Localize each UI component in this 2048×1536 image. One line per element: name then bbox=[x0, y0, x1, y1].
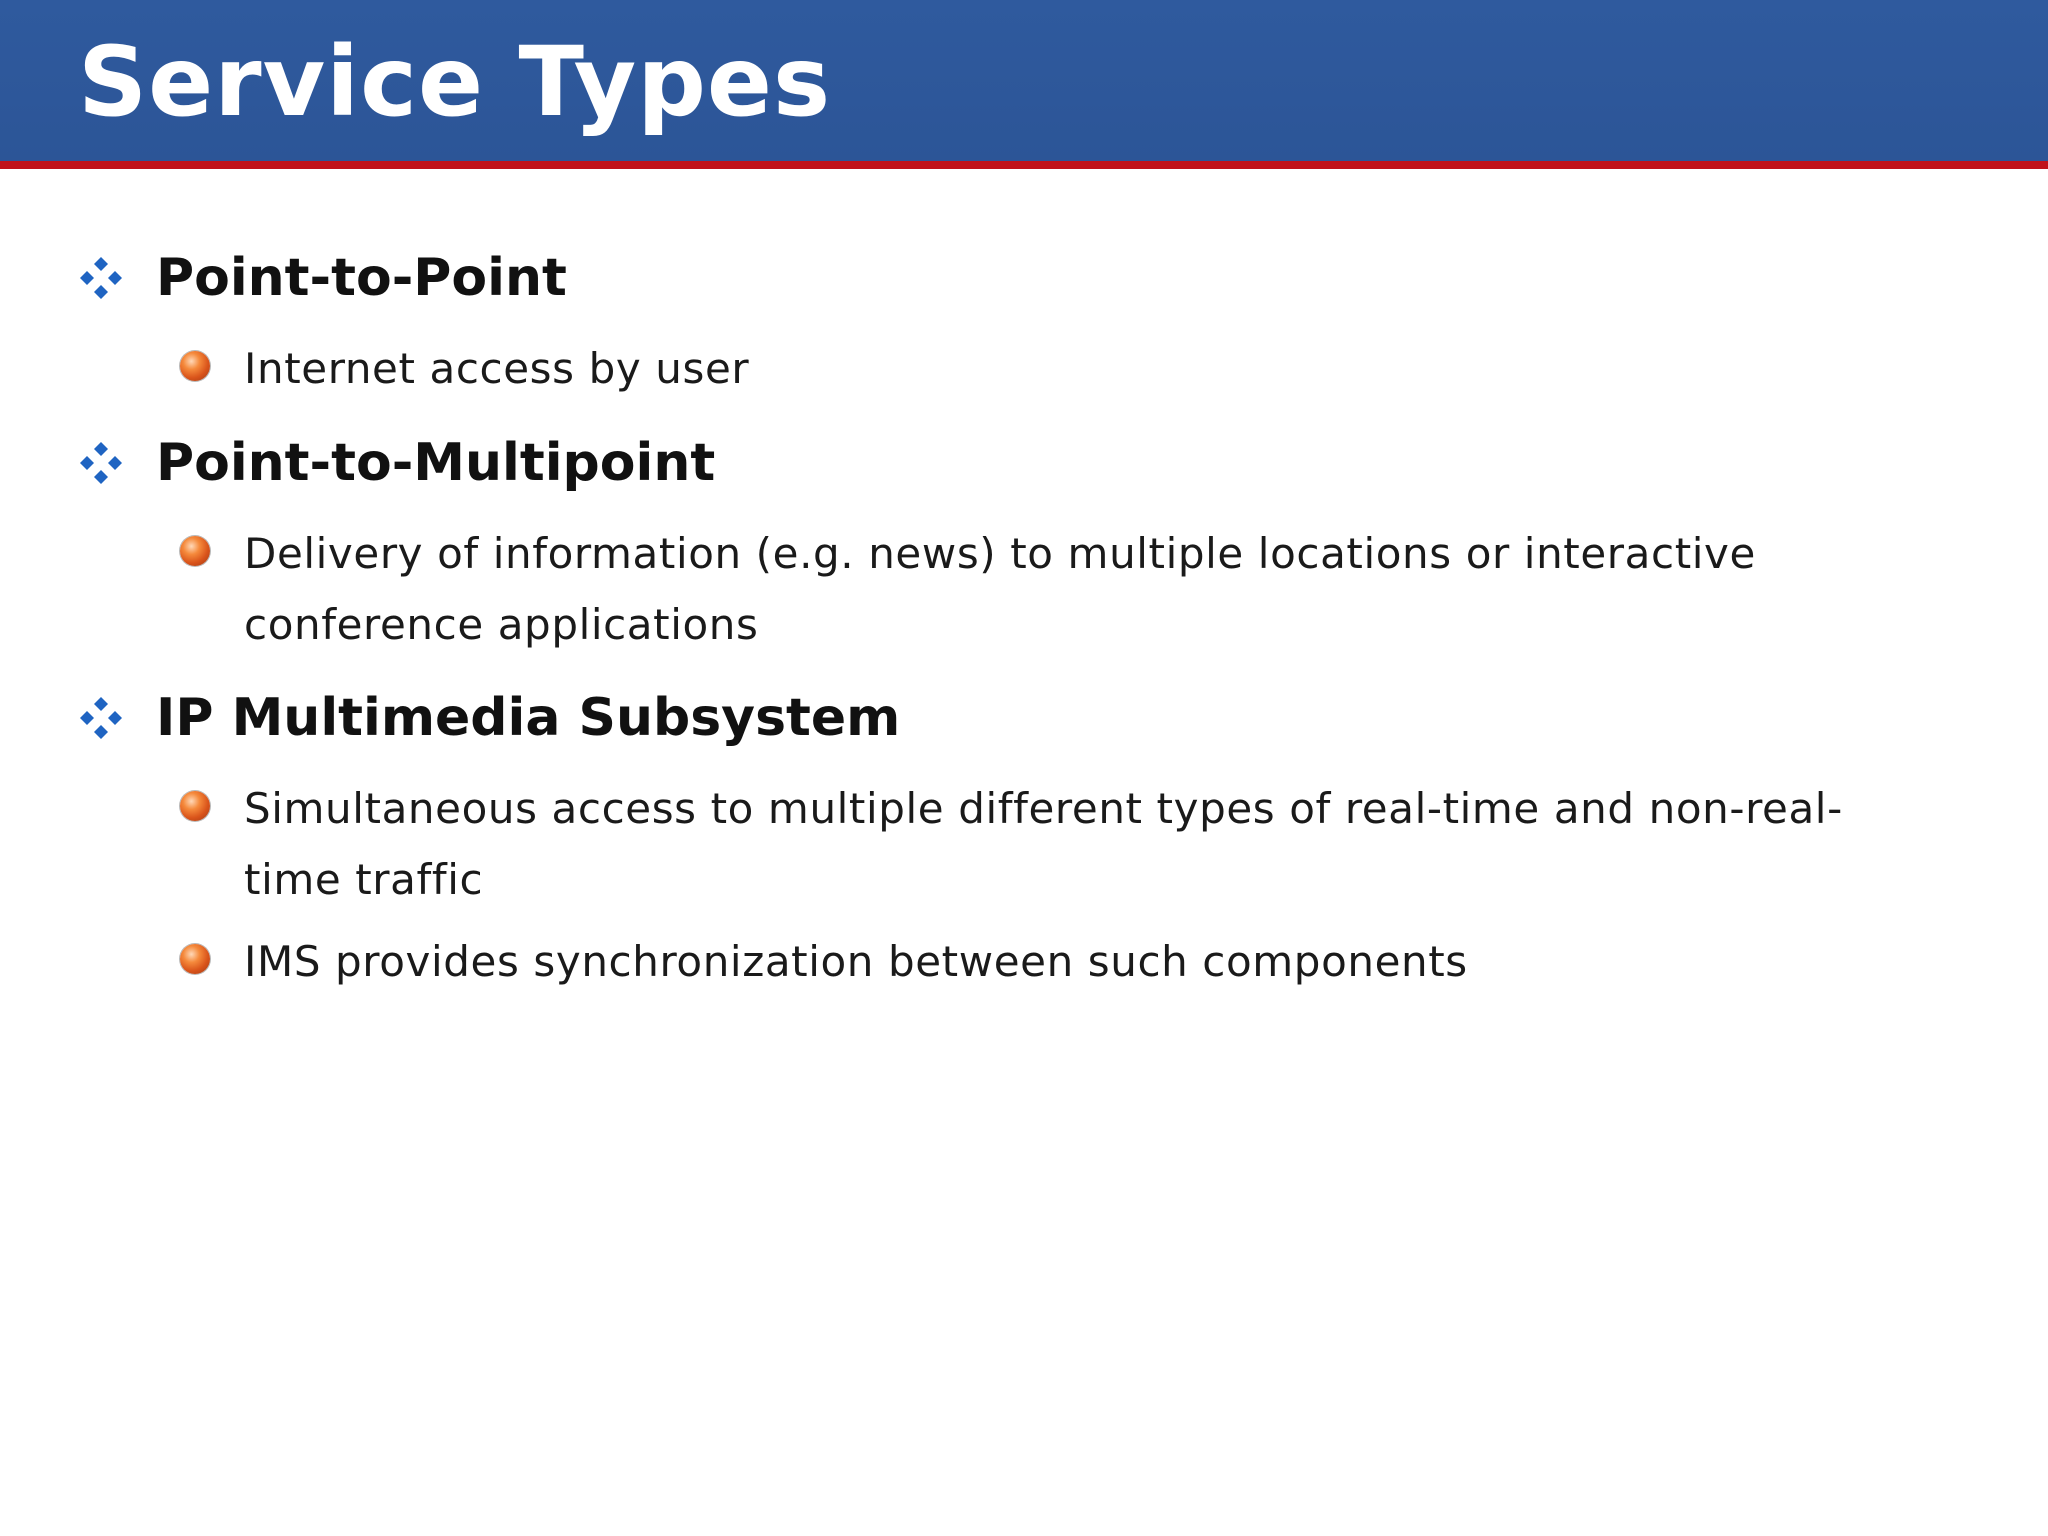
orange-ball-bullet-icon bbox=[180, 536, 210, 566]
slide-title: Service Types bbox=[78, 26, 832, 138]
orange-ball-bullet-icon bbox=[180, 944, 210, 974]
four-diamond-bullet-icon bbox=[78, 695, 124, 741]
bullet-3-2 bbox=[180, 926, 1940, 997]
title-underline bbox=[0, 161, 2048, 169]
section-heading-2 bbox=[78, 423, 715, 503]
orange-ball-bullet-icon bbox=[180, 351, 210, 381]
orange-ball-bullet-icon bbox=[180, 791, 210, 821]
bullet-1-1 bbox=[180, 333, 1940, 404]
four-diamond-bullet-icon bbox=[78, 440, 124, 486]
bullet-text: Internet access by user bbox=[244, 344, 750, 393]
bullet-text: Delivery of information (e.g. news) to multiple locations or interactive conference applications bbox=[244, 529, 1756, 649]
four-diamond-bullet-icon bbox=[78, 255, 124, 301]
heading-text: Point-to-Point bbox=[156, 248, 567, 308]
bullet-2-1 bbox=[180, 518, 1940, 660]
heading-text: IP Multimedia Subsystem bbox=[156, 688, 901, 748]
bullet-text: Simultaneous access to multiple different types of real-time and non-real-time traffic bbox=[244, 784, 1843, 904]
bullet-3-1 bbox=[180, 773, 1940, 915]
bullet-text: IMS provides synchronization between such components bbox=[244, 937, 1468, 986]
heading-text: Point-to-Multipoint bbox=[156, 433, 716, 493]
section-heading-1 bbox=[78, 238, 567, 318]
section-heading-3 bbox=[78, 678, 900, 758]
